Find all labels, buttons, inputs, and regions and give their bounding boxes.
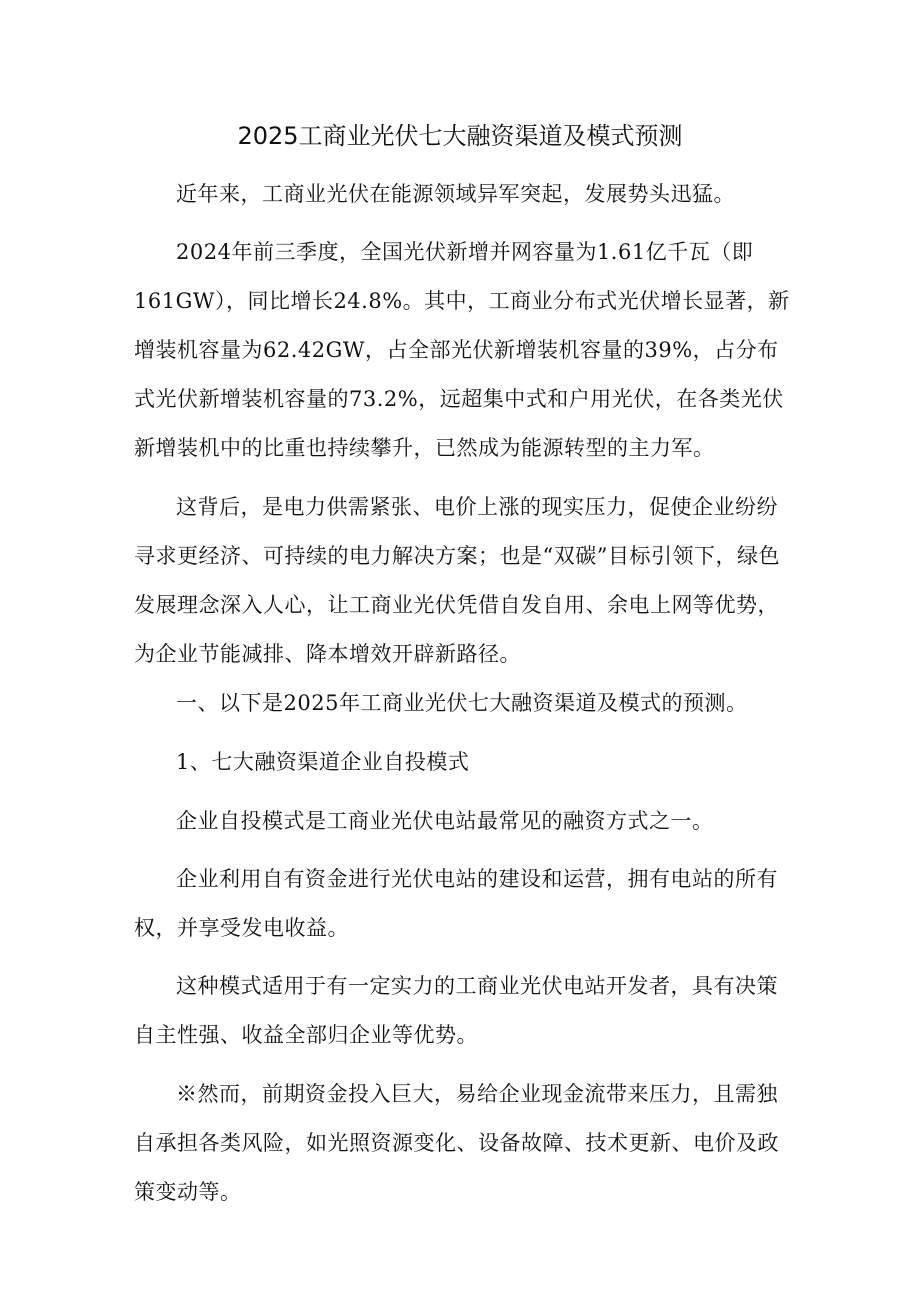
document-title: 2025工商业光伏七大融资渠道及模式预测 [237,122,683,150]
paragraph-self-investment-intro: 企业自投模式是工商业光伏电站最常见的融资方式之一。 [176,809,714,833]
subsection-heading-self-investment: 1、七大融资渠道企业自投模式 [176,750,470,774]
paragraph-self-investment-detail: 企业利用自有资金进行光伏电站的建设和运营，拥有电站的所有权，并享受发电收益。 [134,867,778,940]
paragraph-intro: 近年来，工商业光伏在能源领域异军突起，发展势头迅猛。 [176,182,735,206]
paragraph-self-investment-advantages: 这种模式适用于有一定实力的工商业光伏电站开发者，具有决策自主性强、收益全部归企业等优势。 [134,974,778,1047]
paragraph-background: 这背后，是电力供需紧张、电价上涨的现实压力，促使企业纷纷寻求更经济、可持续的电力解决方案；也是“双碳”目标引领下，绿色发展理念深入人心，让工商业光伏凭借自发自用、余电上网等优势，为企业节能减排、降本增效开辟新路径。 [134,495,780,666]
paragraph-statistics: 2024年前三季度，全国光伏新增并网容量为1.61亿千瓦（即161GW），同比增长24.8%。其中，工商业分布式光伏增长显著，新增装机容量为62.42GW，占全部光伏新增装机容量的39%，占分布式光伏新增装机容量的73.2%，远超集中式和户用光伏，在各类光伏新增装机中的比重也持续攀升，已然成为能源转型的主力军。 [134,240,790,460]
section-heading-prediction: 一、以下是2025年工商业光伏七大融资渠道及模式的预测。 [176,691,748,715]
paragraph-self-investment-risks: ※然而，前期资金投入巨大，易给企业现金流带来压力，且需独自承担各类风险，如光照资源变化、设备故障、技术更新、电价及政策变动等。 [134,1082,779,1204]
